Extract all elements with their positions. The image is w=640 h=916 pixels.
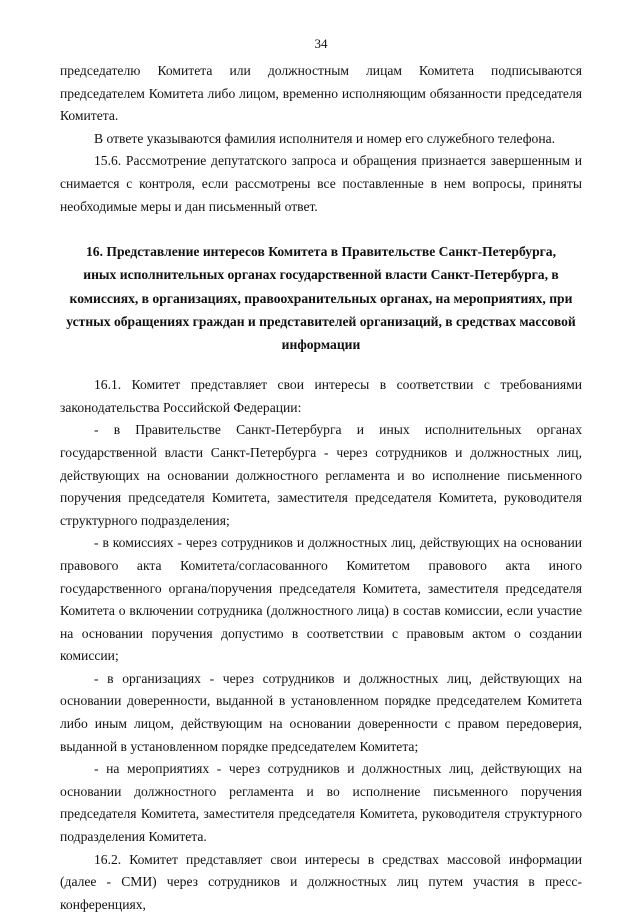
section-16-heading [60,240,582,356]
list-item-organizations: - в организациях - через сотрудников и должностных лиц, действующих на основании доверенности, выданной в установленном порядке председателем Комитета либо иным лицом, действующим на основании доверенности с правом передоверия, выданной в установленном порядке председателем Комитета; [60,670,582,754]
paragraph-executor-info: В ответе указываются фамилия исполнителя и номер его служебного телефона. [94,130,556,146]
heading-line: информации [281,336,361,352]
paragraph-16-2: 16.2. Комитет представляет свои интересы в средствах массовой информации (далее - СМИ) через сотрудников и должностных лиц путем участия в пресс-конференциях, [60,851,582,912]
list-item-events: - на мероприятиях - через сотрудников и должностных лиц, действующих на основании должностного регламента и во исполнение письменного поручения председателя Комитета, заместителя председателя Комитета, руководителя структурного подразделения Комитета. [60,761,582,845]
paragraph-16-1: 16.1. Комитет представляет свои интересы в соответствии с требованиями законодательства Российской Федерации: [60,377,582,415]
document-page [60,36,582,916]
list-item-government: - в Правительстве Санкт-Петербурга и иных исполнительных органах государственной власти Санкт-Петербурга - через сотрудников и должностных лиц, действующих на основании должностного регламента и во исполнение письменного поручения председателя Комитета, заместителя председателя Комитета, руководителя структурного подразделения; [60,422,582,528]
page-number: 34 [314,36,328,51]
heading-line: иных исполнительных органах государственной власти Санкт-Петербурга, в [83,267,559,283]
paragraph-signing: председателю Комитета или должностным лицам Комитета подписываются председателем Комитета либо лицом, временно исполняющим обязанности председателя Комитета. [60,63,582,124]
heading-line: 16. Представление интересов Комитета в Правительстве Санкт-Петербурга, [86,244,556,260]
list-item-commissions: - в комиссиях - через сотрудников и должностных лиц, действующих на основании правового акта Комитета/согласованного Комитетом правового акта иного государственного органа/поручения председателя Комитета, заместителя председателя Комитета о включении сотрудника (должностного лица) в состав комиссии, если участие на основании поручения допустимо в соответствии с правовым актом о создании комиссии; [60,535,582,664]
paragraph-15-6: 15.6. Рассмотрение депутатского запроса и обращения признается завершенным и снимается с контроля, если рассмотрены все поставленные в нем вопросы, приняты необходимые меры и дан письменный ответ. [60,153,582,214]
heading-line: комиссиях, в организациях, правоохранительных органах, на мероприятиях, при [69,290,573,306]
heading-line: устных обращениях граждан и представителей организаций, в средствах массовой [66,313,576,329]
